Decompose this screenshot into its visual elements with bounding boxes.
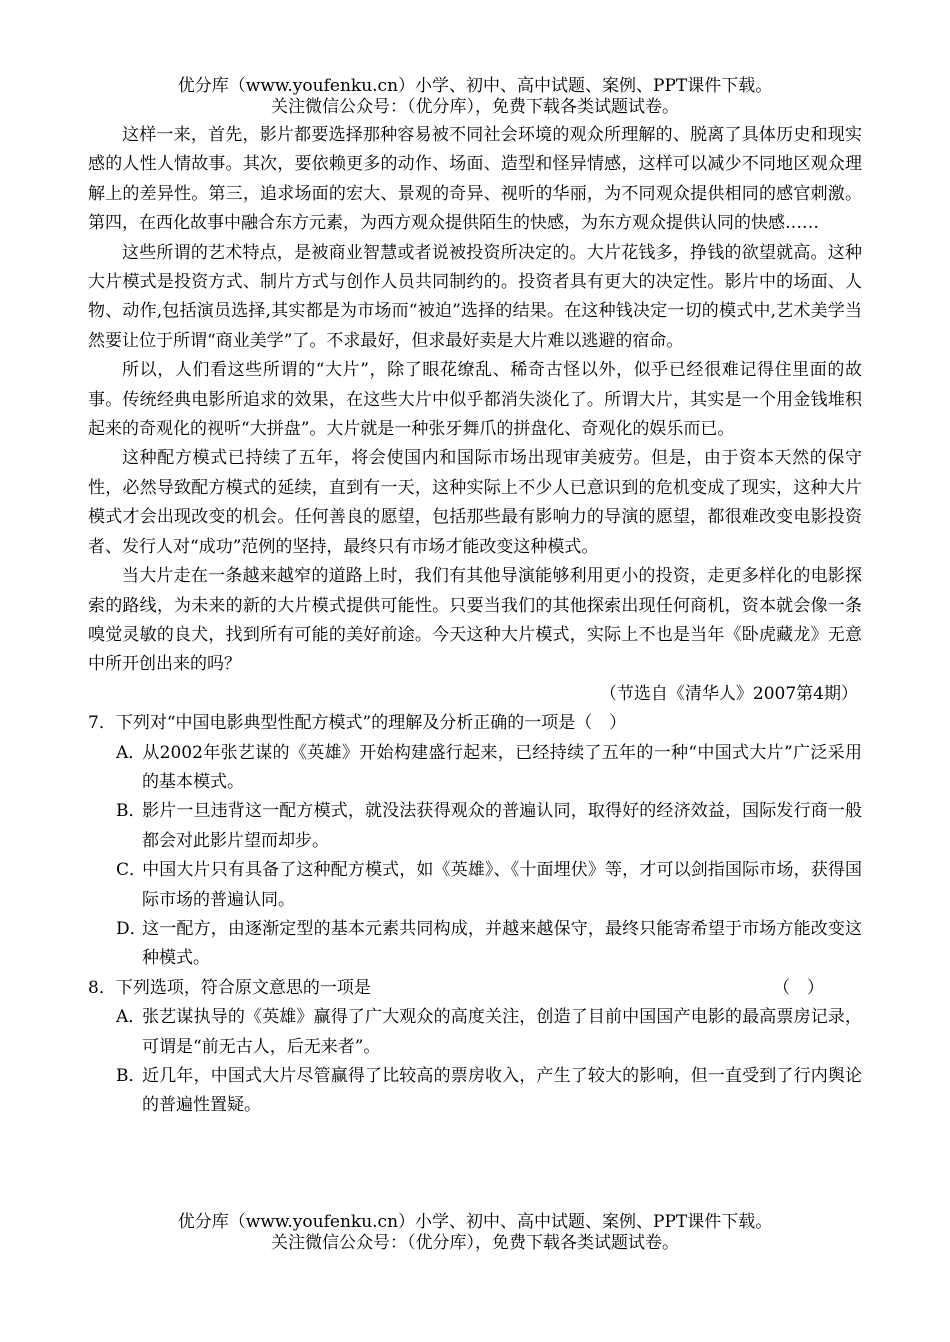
article-paragraph: 这些所谓的艺术特点，是被商业智慧或者说被投资所决定的。大片花钱多，挣钱的欲望就高。这种大片模式是投资方式、制片方式与创作人员共同制约的。投资者具有更大的决定性。影片中的场面、人物、动作,包括演员选择,其实都是为市场而“被迫”选择的结果。在这种钱决定一切的模式中,艺术美学当然要让位于所谓“商业美学”了。不求最好，但求最好卖是大片难以逃避的宿命。 — [88, 242, 862, 351]
option-b — [116, 797, 862, 856]
footer-line-2: 关注微信公众号：（优分库），免费下载各类试题试卷。 — [271, 1233, 679, 1253]
option-text: 这一配方，由逐渐定型的基本元素共同构成，并越来越保守，最终只能寄希望于市场方能改变这种模式。 — [142, 918, 862, 969]
option-a — [116, 739, 862, 798]
option-c — [116, 856, 862, 915]
option-label: D． — [116, 918, 147, 939]
header-line-2: 关注微信公众号：（优分库），免费下载各类试题试卷。 — [271, 97, 679, 117]
answer-blank: （ ） — [773, 977, 824, 998]
main-content — [88, 121, 862, 1121]
header-line-1: 优分库（www.youfenku.cn）小学、初中、高中试题、案例、PPT课件下载。 — [177, 76, 773, 96]
option-text: 中国大片只有具备了这种配方模式，如《英雄》、《十面埋伏》等，才可以剑指国际市场，获得国际市场的普遍认同。 — [142, 860, 862, 910]
option-text: 从2002年张艺谋的《英雄》开始构建盛行起来，已经持续了五年的一种“中国式大片”广泛采用的基本模式。 — [142, 742, 862, 792]
option-d — [116, 915, 862, 974]
option-label: B． — [116, 1066, 146, 1086]
article-paragraph: 这样一来，首先，影片都要选择那种容易被不同社会环境的观众所理解的、脱离了具体历史和现实感的人性人情故事。其次，要依赖更多的动作、场面、造型和怪异情感，这样可以减少不同地区观众理解上的差异性。第三，追求场面的宏大、景观的奇异、视听的华丽，为不同观众提供相同的感官刺激。第四，在西化故事中融合东方元素，为西方观众提供陌生的快感，为东方观众提供认同的快感…… — [88, 125, 862, 234]
option-text: 张艺谋执导的《英雄》赢得了广大观众的高度关注，创造了目前中国国产电影的最高票房记录，可谓是“前无古人，后无来者”。 — [142, 1007, 862, 1057]
option-b — [116, 1062, 862, 1121]
option-label: C． — [116, 860, 147, 881]
option-a — [116, 1003, 862, 1062]
footer-banner — [0, 1212, 950, 1254]
option-label: A． — [116, 742, 146, 763]
option-label: A． — [116, 1007, 146, 1028]
article-paragraph: 所以，人们看这些所谓的“大片”，除了眼花缭乱、稀奇古怪以外，似乎已经很难记得住里面的故事。传统经典电影所追求的效果，在这些大片中似乎都消失淡化了。所谓大片，其实是一个用金钱堆积起来的奇观化的视听“大拼盘”。大片就是一种张牙舞爪的拼盘化、奇观化的娱乐而已。 — [88, 360, 862, 440]
option-text: 影片一旦违背这一配方模式，就没法获得观众的普遍认同，取得好的经济效益，国际发行商一般都会对此影片望而却步。 — [142, 801, 862, 851]
question-stem: 7．下列对“中国电影典型性配方模式”的理解及分析正确的一项是（ ） — [88, 713, 627, 734]
article-paragraph: 当大片走在一条越来越窄的道路上时，我们有其他导演能够利用更小的投资，走更多样化的电影探索的路线，为未来的新的大片模式提供可能性。只要当我们的其他探索出现任何商机，资本就会像一条嗅觉灵敏的良犬，找到所有可能的美好前途。今天这种大片模式，实际上不也是当年《卧虎藏龙》无意中所开创出来的吗？ — [88, 566, 862, 675]
option-label: B． — [116, 801, 146, 822]
footer-line-1: 优分库（www.youfenku.cn）小学、初中、高中试题、案例、PPT课件下载。 — [177, 1212, 773, 1232]
article-source: （节选自《清华人》2007第4期） — [599, 683, 858, 704]
option-text: 近几年，中国式大片尽管赢得了比较高的票房收入，产生了较大的影响，但一直受到了行内舆论的普遍性置疑。 — [142, 1066, 862, 1116]
header-banner — [0, 76, 950, 118]
question-stem: 8．下列选项，符合原文意思的一项是 — [88, 977, 371, 998]
article-paragraph: 这种配方模式已持续了五年，将会使国内和国际市场出现审美疲劳。但是，由于资本天然的保守性，必然导致配方模式的延续，直到有一天，这种实际上不少人已意识到的危机变成了现实，这种大片模式才会出现改变的机会。任何善良的愿望，包括那些最有影响力的导演的愿望，都很难改变电影投资者、发行人对“成功”范例的坚持，最终只有市场才能改变这种模式。 — [88, 448, 862, 557]
question-8 — [88, 974, 862, 1121]
question-7 — [88, 709, 862, 974]
